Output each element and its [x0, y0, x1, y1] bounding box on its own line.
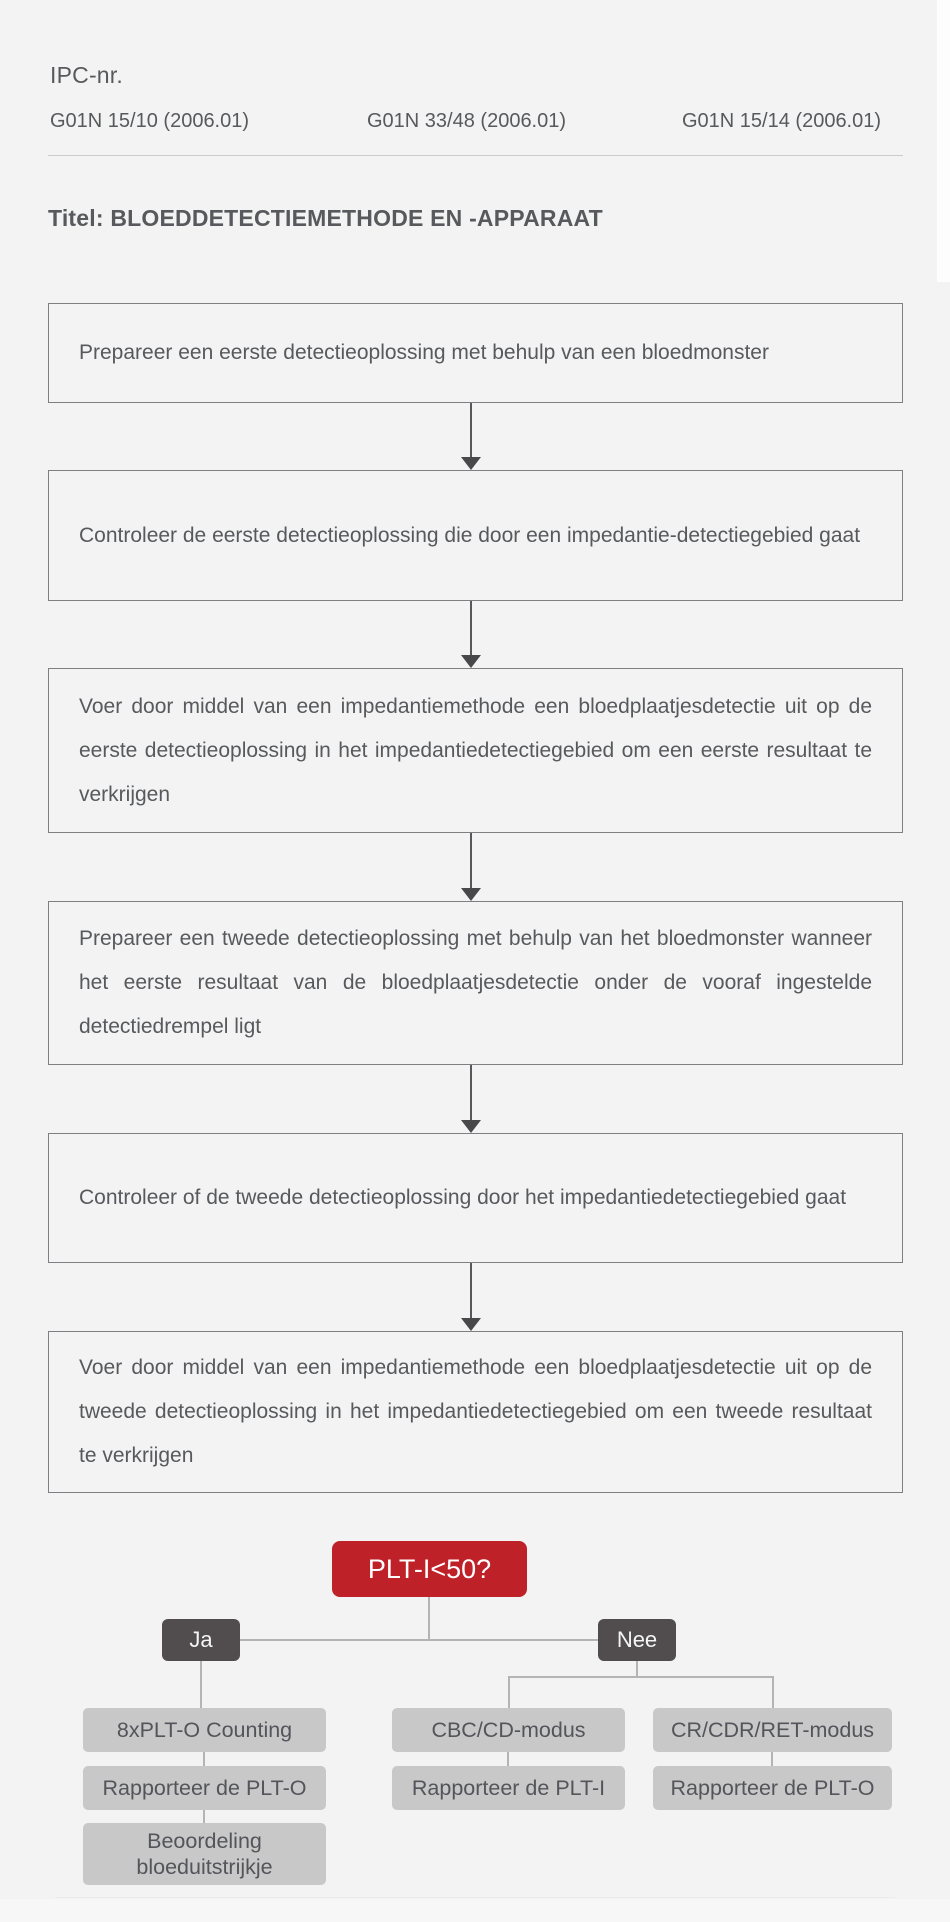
decision-root-node: PLT-I<50? — [332, 1541, 527, 1597]
connector-line — [201, 1639, 637, 1641]
branch-label-nee: Nee — [598, 1619, 676, 1661]
flow-step-text: Controleer de eerste detectieoplossing die door een impedantie-detectiegebied gaat — [79, 523, 861, 547]
flow-step-box-4 — [48, 901, 903, 1065]
flow-step-box-6 — [48, 1331, 903, 1493]
connector-line — [636, 1661, 638, 1677]
connector-line — [772, 1677, 774, 1708]
tree-node-no-right-1: CR/CDR/RET-modus — [653, 1708, 892, 1752]
decision-tree — [0, 1510, 950, 1922]
connector-line — [507, 1752, 509, 1766]
arrow-stem — [470, 601, 472, 655]
arrow-down-icon — [460, 1263, 481, 1331]
arrow-head — [461, 655, 481, 668]
ipc-code-1: G01N 15/10 (2006.01) — [50, 110, 250, 132]
tree-node-no-right-2: Rapporteer de PLT-O — [653, 1766, 892, 1810]
header-divider — [48, 155, 903, 156]
flow-step-text: Prepareer een eerste detectieoplossing met behulp van een bloedmonster — [79, 341, 769, 364]
bottom-divider — [55, 1897, 895, 1898]
arrow-down-icon — [460, 833, 481, 901]
arrow-head — [461, 457, 481, 470]
connector-line — [203, 1752, 205, 1766]
bottom-band — [0, 1899, 950, 1922]
arrow-head — [461, 888, 481, 901]
connector-line — [428, 1597, 430, 1641]
flow-step-box-5 — [48, 1133, 903, 1263]
page-edge-strip — [937, 0, 950, 282]
connector-line — [508, 1677, 510, 1708]
flow-step-text: Voer door middel van een impedantiemethode een bloedplaatjesdetectie uit op de eerste detectieoplossing in het impedantiedetectiegebied om een eerste resultaat te verkrijgen — [79, 694, 872, 806]
arrow-stem — [470, 403, 472, 457]
tree-node-no-left-1: CBC/CD-modus — [392, 1708, 625, 1752]
arrow-head — [461, 1120, 481, 1133]
ipc-number-label: IPC-nr. — [50, 62, 123, 88]
flow-step-text: Controleer of de tweede detectieoplossing door het impedantiedetectiegebied gaat — [79, 1186, 847, 1209]
arrow-head — [461, 1318, 481, 1331]
connector-line — [771, 1752, 773, 1766]
arrow-down-icon — [460, 403, 481, 470]
flow-step-box-2 — [48, 470, 903, 601]
tree-node-yes-2: Rapporteer de PLT-O — [83, 1766, 326, 1810]
flow-step-box-1 — [48, 303, 903, 403]
branch-label-ja: Ja — [162, 1619, 240, 1661]
flow-step-text: Voer door middel van een impedantiemethode een bloedplaatjesdetectie uit op de tweede detectieoplossing in het impedantiedetectiegebied om een tweede resultaat te verkrijgen — [79, 1356, 872, 1467]
ipc-code-2: G01N 33/48 (2006.01) — [367, 110, 567, 132]
page-title: Titel: BLOEDDETECTIEMETHODE EN -APPARAAT — [48, 205, 603, 231]
arrow-stem — [470, 1065, 472, 1120]
connector-line — [200, 1661, 202, 1708]
tree-node-yes-3: Beoordeling bloeduitstrijkje — [83, 1823, 326, 1885]
arrow-stem — [470, 833, 472, 888]
ipc-code-3: G01N 15/14 (2006.01) — [682, 110, 882, 132]
flow-step-text: Prepareer een tweede detectieoplossing met behulp van het bloedmonster wanneer het eerste resultaat van de bloedplaatjesdetectie onder de vooraf ingestelde detectiedrempel ligt — [79, 927, 872, 1038]
connector-line — [203, 1810, 205, 1823]
tree-node-no-left-2: Rapporteer de PLT-I — [392, 1766, 625, 1810]
tree-node-yes-1: 8xPLT-O Counting — [83, 1708, 326, 1752]
arrow-stem — [470, 1263, 472, 1318]
arrow-down-icon — [460, 1065, 481, 1133]
arrow-down-icon — [460, 601, 481, 668]
connector-line — [508, 1676, 774, 1678]
flow-step-box-3 — [48, 668, 903, 833]
